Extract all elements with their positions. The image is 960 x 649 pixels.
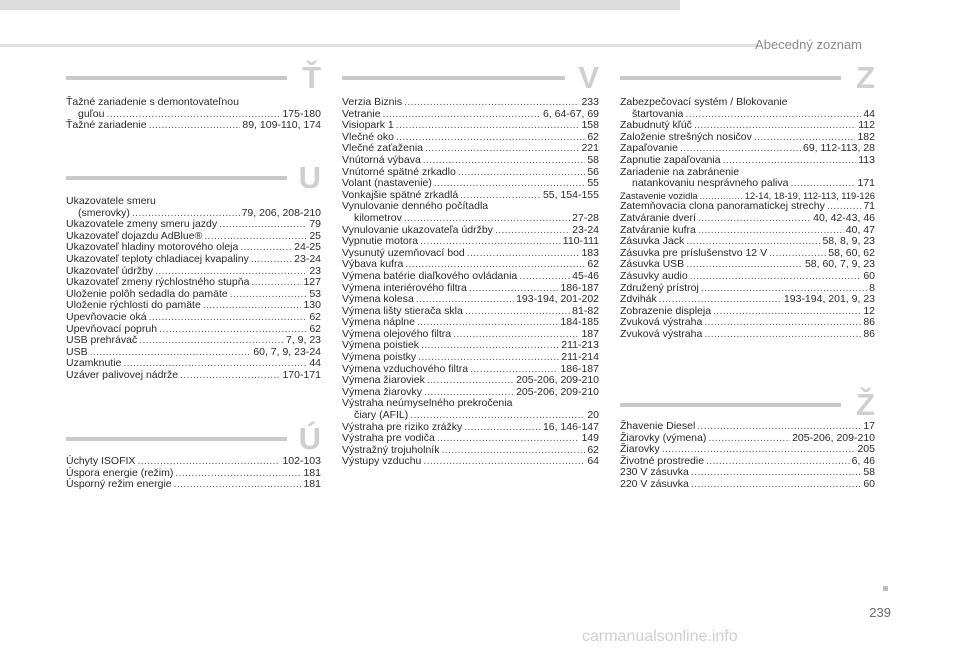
entry-pages: 205-206, 209-210 [792,431,875,444]
entries-z-caron [620,421,875,491]
entry-pages: 170-171 [282,368,321,381]
entry-pages: 187 [581,327,599,340]
entry-pages: 60 [863,269,875,282]
entry-text: Ťažné zariadenie s demontovateľnou [66,96,239,108]
entry-pages: 205-206, 209-210 [516,385,599,398]
entry-pages: 71 [863,200,875,213]
entry-pages: 23 [309,264,321,277]
entry-text: Zariadenie na zabránenie [620,165,740,178]
entry-text: Zapnutie zapaľovania [620,153,721,166]
dot-leader [706,456,850,468]
index-entry [342,398,599,421]
entries-u-acute [66,456,321,491]
dot-leader [704,317,861,329]
top-decor-bar [0,0,680,10]
index-entry [620,167,875,190]
entry-pages: 45-46 [572,269,599,282]
dot-leader [708,433,790,445]
entry-pages: 86 [863,316,875,329]
entry-pages: 62 [587,443,599,456]
section-letter: Z [856,60,875,95]
entry-pages: 62 [587,258,599,271]
entry-text: čiary (AFIL) [354,409,409,422]
dot-leader [723,155,857,167]
dot-leader [427,375,514,387]
dot-leader [691,479,861,491]
entry-text: Úchyty ISOFIX [66,455,136,467]
index-entry [342,201,599,224]
entry-pages: 184-185 [560,316,599,329]
entry-pages: 186-187 [560,281,599,294]
entries-v [342,97,599,468]
entry-pages: 79, 206, 208-210 [241,206,321,219]
dot-leader [698,213,811,225]
entry-pages: 44 [309,357,321,370]
header-rule [0,44,758,47]
entry-text: Zásuvka USB [620,258,685,271]
dot-leader [686,236,820,248]
entry-text: Zabudnutý kľúč [620,119,692,132]
entry-text: Zásuvka Jack [620,235,685,248]
entry-text: Ťažné zariadenie [66,119,147,132]
index-entry [620,421,875,433]
entry-pages: 205 [857,443,875,456]
section-header-z [620,60,875,95]
entry-text: Upevňovací popruh [66,322,158,335]
index-entry [342,352,599,364]
entry-text: USB [66,345,88,358]
dot-leader [180,370,280,382]
entry-pages: 130 [303,299,321,312]
entry-text: štartovania [632,107,684,120]
section-header-v [342,60,599,95]
dot-leader [418,352,559,364]
section-header-u-acute [66,421,321,456]
entry-pages: 6, 64-67, 69 [542,107,599,120]
entry-pages: 175-180 [282,107,321,120]
index-entry [342,236,599,248]
entry-pages: 81-82 [572,304,599,317]
entry-pages: 58, 8, 9, 23 [822,235,875,248]
entry-text: Vlečné oko [342,130,394,143]
entry-pages: 58, 60, 7, 9, 23 [804,258,875,271]
entry-pages: 58, 60, 62 [828,246,875,259]
entry-text: Ukazovateľ zmeny rýchlostného stupňa [66,276,250,289]
entry-text: Úsporný režim energie [66,478,172,491]
entry-pages: 183 [581,246,599,259]
entry-text: Vonkajšie spätné zrkadlá [342,188,459,201]
entry-text: (smerovky) [78,206,130,219]
entry-text: Ukazovateľ teploty chladiacej kvapaliny [66,252,249,265]
index-entry [66,335,321,347]
entry-text: Zatváranie dverí [620,211,696,224]
entry-text: Zásuvky audio [620,269,688,282]
entries-u [66,196,321,382]
dot-leader [404,213,570,225]
entry-text: kilometrov [354,211,402,224]
entry-text: Výmena žiaroviek [342,374,425,387]
entry-pages: 211-214 [561,351,599,364]
entry-text: Výmena batérie diaľkového ovládania [342,269,518,282]
entry-text: Uzamknutie [66,357,122,370]
entry-text: Zvuková výstraha [620,316,703,329]
entry-pages: 211-213 [561,339,599,352]
entry-pages: 89, 109-110, 174 [242,119,321,132]
dot-leader [458,167,585,179]
index-entry [66,312,321,324]
section-letter: Ť [302,60,321,95]
page-marker [883,586,888,591]
index-entry [66,456,321,468]
dot-leader [519,271,570,283]
entry-text: Žiarovky [620,443,660,456]
entry-text: Žiarovky (výmena) [620,431,707,444]
entry-pages: 40, 47 [845,223,875,236]
entry-text: Výstraha pre riziko zrážky [342,420,463,433]
entry-text: Úspora energie (režim) [66,466,174,479]
entry-text: Uzáver palivovej nádrže [66,368,179,381]
dot-leader [691,467,861,479]
dot-leader [464,422,541,434]
dot-leader [174,479,302,491]
entry-text: USB prehrávač [66,334,138,347]
index-entry [66,120,321,132]
entry-pages: 55 [587,177,599,190]
entry-pages: 58 [863,466,875,479]
dot-leader [416,294,514,306]
entry-pages: 60 [863,477,875,490]
entry-text: natankovaniu nesprávneho paliva [632,177,789,190]
entry-pages: 58 [587,153,599,166]
entry-text: Výstražný trojuholník [342,443,440,456]
entry-pages: 69, 112-113, 28 [802,142,875,155]
entry-pages: 186-187 [560,362,599,375]
dot-leader [704,329,861,341]
entry-pages: 221 [581,142,599,155]
entry-text: Vypnutie motora [342,235,419,248]
index-entry [620,213,875,225]
entry-text: Verzia Biznis [342,96,403,108]
index-entry [342,155,599,167]
entry-pages: 17 [863,420,875,432]
entry-text: Vlečné zaťaženia [342,142,423,155]
entry-pages: 149 [581,432,599,445]
entry-text: Vynulovanie denného počítadla [342,200,489,213]
entry-text: Zabezpečovací systém / Blokovanie [620,96,788,108]
section-header-z-caron [620,387,875,422]
section-letter: Ú [298,421,321,456]
entry-text: Výmena kolesa [342,293,414,306]
page-number: 239 [869,605,891,620]
dot-leader [467,248,580,260]
entry-pages: 181 [303,466,321,479]
entry-pages: 113 [858,153,875,166]
index-entry [66,277,321,289]
dot-leader [437,433,580,445]
entry-text: Uloženie rýchlosti do pamäte [66,299,201,312]
entry-text: guľou [78,107,105,120]
index-entry [620,155,875,167]
entry-pages: 110-111 [562,235,599,248]
entry-pages: 205-206, 209-210 [516,374,599,387]
index-entry [342,294,599,306]
dot-leader [434,178,585,190]
entry-text: Zastavenie vozidla [620,189,698,201]
watermark: carmanualsonline.info [582,628,738,645]
entry-pages: 193-194, 201, 9, 23 [783,293,875,306]
entry-text: Životné prostredie [620,454,705,467]
dot-leader [251,277,301,289]
index-entry [620,479,875,491]
index-entry [620,271,875,283]
section-header-u [66,160,321,195]
dot-leader [149,312,308,324]
entry-pages: 233 [581,96,599,108]
entry-pages: 182 [857,130,875,143]
dot-leader [421,340,559,352]
entry-text: Zobrazenie displeja [620,304,712,317]
entry-text: Vnútorné spätné zrkadlo [342,165,456,178]
entry-pages: 62 [309,322,321,335]
index-entry [620,97,875,120]
entry-pages: 181 [303,478,321,491]
entry-pages: 16, 146-147 [542,420,599,433]
entry-pages: 44 [863,107,875,120]
dot-leader [420,236,561,248]
entry-text: 230 V zásuvka [620,466,689,479]
dot-leader [495,225,570,237]
entry-pages: 158 [581,119,599,132]
dot-leader [713,306,861,318]
section-header-t-caron [66,60,321,95]
index-entry [66,97,321,120]
entry-text: Výstraha pre vodiča [342,432,435,445]
entry-pages: 127 [303,276,321,289]
entry-pages: 23-24 [294,252,321,265]
entry-text: Uloženie polôh sedadla do pamäte [66,287,228,300]
entry-pages: 62 [587,130,599,143]
entry-pages: 53 [309,287,321,300]
dot-leader [423,155,586,167]
entry-text: Výbava kufra [342,258,404,271]
entry-text: Výmena poistiek [342,339,420,352]
entry-text: Výstraha neúmyselného prekročenia [342,397,513,410]
index-entry [342,97,599,109]
dot-leader [175,468,301,480]
dot-leader [203,300,302,312]
index-entry [342,178,599,190]
entry-pages: 12-14, 18-19, 112-113, 119-126 [744,189,875,201]
dot-leader [423,456,585,468]
dot-leader [690,271,862,283]
dot-leader [219,219,307,231]
entry-text: Výstupy vzduchu [342,455,422,468]
entry-text: Volant (nastavenie) [342,177,432,190]
dot-leader [441,445,585,457]
entry-pages: 102-103 [282,455,321,467]
dot-leader [137,456,280,468]
entry-text: Vnútorná výbava [342,153,421,166]
entry-text: Zatváranie kufra [620,223,696,236]
dot-leader [685,109,861,121]
entry-pages: 60, 7, 9, 23-24 [253,345,321,358]
entry-text: 220 V zásuvka [620,477,689,490]
entry-pages: 8 [869,281,875,294]
entry-text: Ukazovatele smeru [66,195,156,207]
entry-text: Zásuvka pre príslušenstvo 12 V [620,246,768,259]
entry-text: Zatemňovacia clona panoramatickej strechy [620,200,825,213]
entry-pages: 171 [857,177,875,190]
dot-leader [149,120,241,132]
index-entry [342,456,599,468]
dot-leader [425,143,579,155]
section-letter: Ž [856,387,875,422]
dot-leader [697,421,861,433]
entry-text: Vetranie [342,107,381,120]
entry-text: Ukazovateľ hladiny motorového oleja [66,241,239,254]
entry-text: Združený prístroj [620,281,699,294]
entry-text: Výmena lišty stierača skla [342,304,463,317]
entry-text: Vysunutý uzemňovací bod [342,246,465,259]
section-letter: U [298,160,321,195]
entry-text: Vynulovanie ukazovateľa údržby [342,223,493,236]
entry-text: Výmena interiérového filtra [342,281,467,294]
entry-pages: 64 [587,455,599,468]
entries-z [620,97,875,340]
dot-leader [659,294,782,306]
entries-t-caron [66,97,321,132]
dot-leader [410,410,585,422]
index-entry [66,479,321,491]
dot-leader [404,97,579,109]
entry-pages: 12 [863,304,875,317]
dot-leader [383,109,541,121]
index-entry [620,329,875,341]
entry-pages: 62 [309,310,321,323]
dot-leader [396,120,580,132]
dot-leader [686,259,803,271]
entry-text: Upevňovacie oká [66,310,147,323]
entry-pages: 27-28 [572,211,599,224]
entry-text: Zdvihák [620,293,657,306]
entry-text: Zapaľovanie [620,142,678,155]
entry-text: Výmena vzduchového filtra [342,362,469,375]
entry-text: Visiopark 1 [342,119,394,132]
dot-leader [139,335,284,347]
entry-text: Výmena žiarovky [342,385,422,398]
dot-leader [465,306,570,318]
index-entry [66,196,321,219]
entry-pages: 20 [587,409,599,422]
entry-pages: 7, 9, 23 [285,334,321,347]
entry-text: Ukazovatele zmeny smeru jazdy [66,218,218,231]
entry-pages: 193-194, 201-202 [516,293,599,306]
index-entry [66,254,321,266]
dot-leader [396,132,585,144]
section-letter: V [578,60,599,95]
index-entry [620,294,875,306]
entry-text: Žhavenie Diesel [620,420,696,432]
entry-text: Ukazovateľ dojazdu AdBlue® [66,229,203,242]
entry-text: Výmena poistky [342,351,417,364]
dot-leader [230,289,308,301]
entry-pages: 112 [858,119,875,132]
entry-pages: 24-25 [294,241,321,254]
entry-pages: 25 [309,229,321,242]
entry-text: Výmena olejového filtra [342,327,452,340]
page-header: Abecedný zoznam [755,37,862,52]
index-entry [342,271,599,283]
entry-text: Ukazovateľ údržby [66,264,154,277]
entry-text: Zvuková výstraha [620,327,703,340]
entry-pages: 86 [863,327,875,340]
entry-pages: 55, 154-155 [542,188,599,201]
dot-leader [251,254,292,266]
index-entry [620,236,875,248]
index-entry [66,370,321,382]
entry-text: Založenie strešných nosičov [620,130,752,143]
entry-pages: 23-24 [572,223,599,236]
entry-text: Výmena náplne [342,316,415,329]
entry-pages: 40, 42-43, 46 [813,211,875,224]
entry-pages: 6, 46 [851,454,875,467]
entry-pages: 79 [309,218,321,231]
dot-leader [790,178,855,190]
entry-pages: 56 [587,165,599,178]
